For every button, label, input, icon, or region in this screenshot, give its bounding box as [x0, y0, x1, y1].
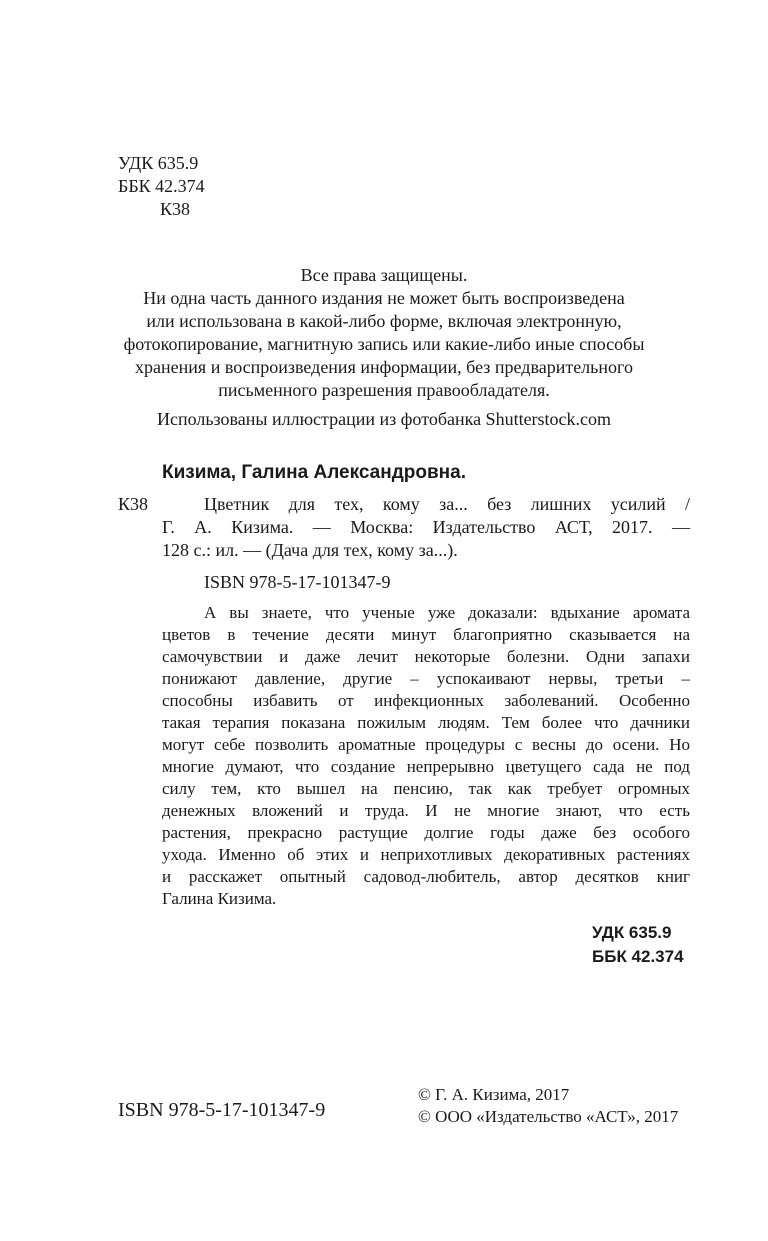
classification-bottom	[592, 921, 684, 969]
rights-line: фотокопирование, магнитную запись или какие-либо иные способы	[123, 334, 645, 354]
annotation-line: понижают давление, другие – успокаивают нервы, третьи –	[162, 669, 690, 688]
rights-line: Все права защищены.	[300, 265, 468, 285]
annotation-line: силу тем, кто вышел на пенсию, так как требует огромных	[162, 779, 690, 798]
annotation	[162, 602, 690, 910]
author-mark: К38	[160, 199, 191, 219]
annotation-line: ухода. Именно об этих и неприхотливых декоративных растениях	[162, 845, 690, 864]
rights-line: хранения и воспроизведения информации, без предварительного	[135, 357, 633, 377]
illustrations-credit: Использованы иллюстрации из фотобанка Shutterstock.com	[156, 409, 612, 429]
rights-line: или использована в какой-либо форме, включая электронную,	[146, 311, 622, 331]
desc-line: Г. А. Кизима. — Москва: Издательство АСТ, 2017. —	[162, 517, 690, 537]
copyright-block	[418, 1084, 678, 1128]
rights-line: письменного разрешения правообладателя.	[218, 380, 550, 400]
rights-line: Ни одна часть данного издания не может быть воспроизведена	[143, 288, 625, 308]
annotation-line: самочувствии и даже лечит некоторые болезни. Одни запахи	[162, 647, 690, 666]
footer-isbn: ISBN 978-5-17-101347-9	[118, 1099, 326, 1121]
author-heading: Кизима, Галина Александровна.	[162, 462, 466, 483]
annotation-line: способны избавить от инфекционных заболеваний. Особенно	[162, 691, 690, 710]
annotation-line: растения, прекрасно растущие долгие годы даже без особого	[162, 823, 690, 842]
annotation-line: многие думают, что создание непрерывно цветущего сада не под	[162, 757, 690, 776]
annotation-line: такая терапия показана пожилым людям. Тем более что дачники	[162, 713, 690, 732]
desc-line: 128 с.: ил. — (Дача для тех, кому за...).	[162, 540, 458, 560]
copyright-publisher: © ООО «Издательство «АСТ», 2017	[418, 1107, 679, 1126]
catalog-description	[162, 493, 690, 562]
bbk-code-bottom: ББК 42.374	[592, 947, 684, 966]
bbk-code: ББК 42.374	[118, 176, 205, 196]
catalog-isbn: ISBN 978-5-17-101347-9	[204, 572, 391, 592]
rights-notice	[84, 264, 684, 402]
classification-top	[118, 152, 205, 221]
annotation-line: и расскажет опытный садовод-любитель, автор десятков книг	[162, 867, 690, 886]
annotation-line: денежных вложений и труда. И не многие знают, что есть	[162, 801, 690, 820]
annotation-line: Галина Кизима.	[162, 889, 277, 908]
copyright-author: © Г. А. Кизима, 2017	[418, 1085, 570, 1104]
annotation-line: цветов в течение десяти минут благоприятно сказывается на	[162, 625, 690, 644]
annotation-line: А вы знаете, что ученые уже доказали: вдыхание аромата	[204, 603, 690, 622]
udk-code-bottom: УДК 635.9	[592, 923, 672, 942]
udk-code: УДК 635.9	[118, 153, 199, 173]
desc-line: Цветник для тех, кому за... без лишних усилий /	[204, 494, 690, 514]
annotation-line: могут себе позволить ароматные процедуры с весны до осени. Но	[162, 735, 690, 754]
catalog-mark: К38	[118, 494, 149, 514]
